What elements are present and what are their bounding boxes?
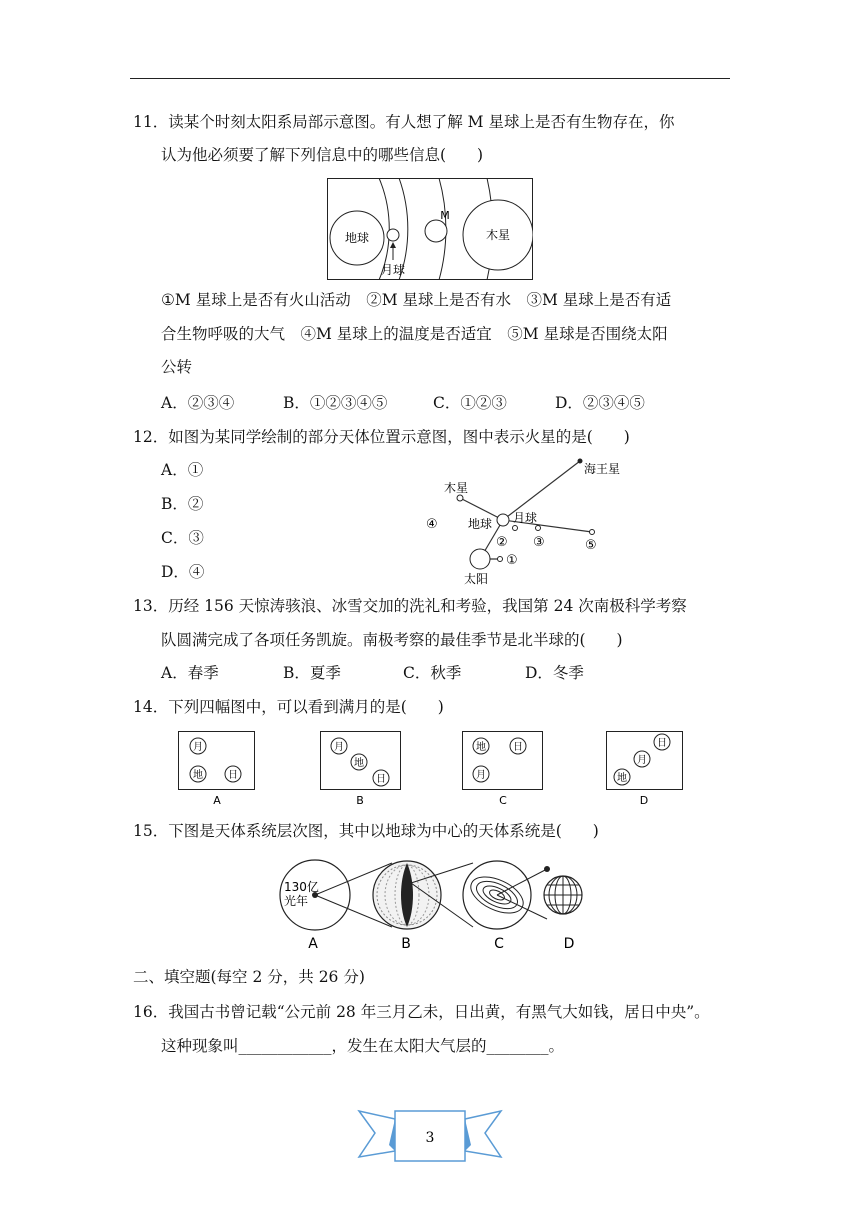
- q14-b-earth: 地: [354, 758, 364, 769]
- q11-info-line3: 公转: [161, 358, 193, 376]
- q12-marker-1: ①: [506, 553, 518, 568]
- q15-label-a: A: [308, 936, 318, 952]
- q15-hierarchy-figure: [275, 853, 595, 953]
- q14-c-sun: 日: [513, 742, 523, 753]
- q13-option-b[interactable]: B．夏季: [283, 664, 341, 682]
- q14-label-b: B: [356, 794, 364, 807]
- page-number-ribbon: [357, 1105, 503, 1163]
- q12-stem: 12．如图为某同学绘制的部分天体位置示意图，图中表示火星的是( ): [133, 428, 630, 446]
- q12-marker-3: ③: [533, 535, 545, 550]
- q15-label-c: C: [494, 936, 504, 952]
- q14-label-a: A: [213, 794, 221, 807]
- q15-a-text1: 130亿: [284, 880, 319, 894]
- q14-a-moon: 月: [193, 742, 203, 753]
- q11-option-d[interactable]: D．②③④⑤: [555, 394, 645, 412]
- q16-stem-line2: 这种现象叫____________，发生在太阳大气层的________。: [161, 1037, 565, 1055]
- q15-label-d: D: [563, 936, 575, 952]
- header-rule: [130, 78, 730, 79]
- q11-m-label: M: [440, 209, 450, 222]
- q12-sun-label: 太阳: [464, 572, 489, 586]
- q14-d-sun: 日: [657, 738, 667, 749]
- q12-moon-label: 月球: [513, 511, 538, 525]
- q13-option-a[interactable]: A．春季: [161, 664, 219, 682]
- q11-moon-label: 月球: [380, 263, 406, 277]
- q15-stem: 15．下图是天体系统层次图，其中以地球为中心的天体系统是( ): [133, 822, 599, 840]
- q13-option-c[interactable]: C．秋季: [403, 664, 462, 682]
- q13-stem-line1: 13．历经 156 天惊涛骇浪、冰雪交加的洗礼和考验，我国第 24 次南极科学考察: [133, 597, 687, 615]
- q12-marker-5: ⑤: [585, 538, 597, 553]
- q11-info-line2: 合生物呼吸的大气 ④M 星球上的温度是否适宜 ⑤M 星球是否围绕太阳: [161, 325, 668, 343]
- q11-option-a[interactable]: A．②③④: [161, 394, 235, 412]
- q11-info-line1: ①M 星球上是否有火山活动 ②M 星球上是否有水 ③M 星球上是否有适: [161, 291, 672, 309]
- q15-a-text2: 光年: [284, 894, 309, 908]
- q15-label-b: B: [401, 936, 411, 952]
- q14-label-c: C: [499, 794, 507, 807]
- q14-c-earth: 地: [476, 742, 486, 753]
- q14-d-moon: 月: [637, 755, 647, 766]
- q11-solar-figure: [327, 178, 533, 280]
- q12-jupiter-label: 木星: [444, 481, 469, 495]
- q14-a-earth: 地: [193, 770, 203, 781]
- q14-b-sun: 日: [376, 774, 386, 785]
- q14-b-moon: 月: [334, 742, 344, 753]
- q13-stem-line2: 队圆满完成了各项任务凯旋。南极考察的最佳季节是北半球的( ): [161, 631, 623, 649]
- q12-option-b[interactable]: B．②: [161, 495, 204, 513]
- q11-stem-line1: 11．读某个时刻太阳系局部示意图。有人想了解 M 星球上是否有生物存在，你: [133, 113, 675, 131]
- q13-option-d[interactable]: D．冬季: [525, 664, 584, 682]
- q12-marker-4: ④: [426, 517, 438, 532]
- q14-moon-phase-figures: [170, 728, 690, 810]
- q14-stem: 14．下列四幅图中，可以看到满月的是( ): [133, 698, 444, 716]
- q16-stem-line1: 16．我国古书曾记载“公元前 28 年三月乙未，日出黄，有黑气大如钱，居日中央”。: [133, 1003, 710, 1021]
- q14-a-sun: 日: [228, 770, 238, 781]
- q11-option-c[interactable]: C．①②③: [433, 394, 507, 412]
- q14-label-d: D: [639, 794, 649, 807]
- q12-earth-label: 地球: [468, 517, 493, 531]
- q12-neptune-label: 海王星: [584, 462, 621, 476]
- q11-earth-label: 地球: [344, 231, 370, 245]
- q12-option-d[interactable]: D．④: [161, 563, 205, 581]
- q11-option-b[interactable]: B．①②③④⑤: [283, 394, 388, 412]
- q12-option-a[interactable]: A．①: [161, 461, 204, 479]
- q12-option-c[interactable]: C．③: [161, 529, 204, 547]
- q12-marker-2: ②: [496, 535, 508, 550]
- q14-c-moon: 月: [476, 770, 486, 781]
- q11-jupiter-label: 木星: [485, 228, 511, 242]
- q14-d-earth: 地: [617, 773, 627, 784]
- q12-position-figure: [420, 452, 640, 586]
- page-number: 3: [425, 1130, 435, 1146]
- section-heading-fill-in: 二、填空题(每空 2 分，共 26 分): [133, 968, 365, 986]
- q11-stem-line2: 认为他必须要了解下列信息中的哪些信息( ): [161, 146, 484, 164]
